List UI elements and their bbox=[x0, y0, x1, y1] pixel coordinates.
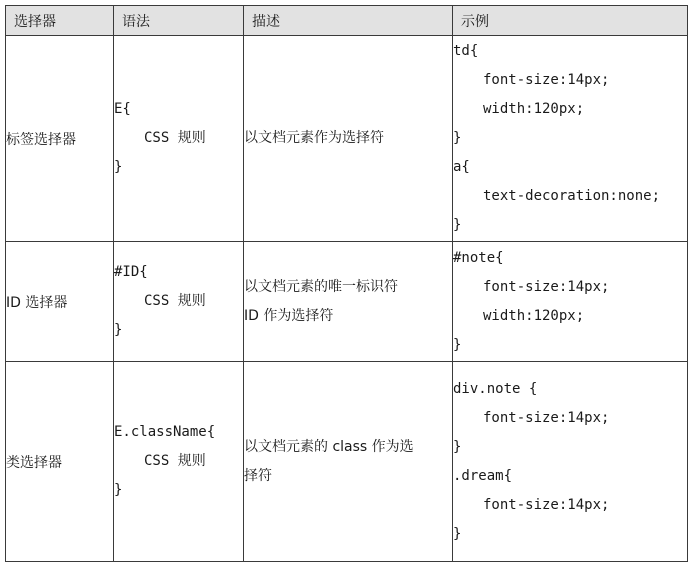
syntax-line: } bbox=[114, 159, 123, 175]
example-line: font-size:14px; bbox=[483, 72, 610, 88]
table-row bbox=[6, 36, 688, 242]
example-line: font-size:14px; bbox=[483, 409, 610, 426]
example-line: text-decoration:none; bbox=[483, 188, 661, 204]
syntax-line: #ID{ bbox=[114, 264, 148, 280]
example-line: #note{ bbox=[453, 249, 504, 266]
syntax-cell bbox=[114, 242, 244, 362]
description-cell bbox=[244, 36, 453, 242]
example-cell bbox=[453, 362, 688, 562]
description-cell bbox=[244, 242, 453, 362]
example-line: } bbox=[453, 525, 462, 542]
syntax-cell bbox=[114, 36, 244, 242]
example-line: } bbox=[453, 130, 462, 146]
syntax-line: E{ bbox=[114, 101, 131, 117]
header-example: 示例 bbox=[453, 6, 688, 36]
description-cell bbox=[244, 362, 453, 562]
header-selector: 选择器 bbox=[6, 6, 114, 36]
example-line: } bbox=[453, 336, 462, 353]
table-row bbox=[6, 242, 688, 362]
table-row bbox=[6, 362, 688, 562]
description-line: 择符 bbox=[244, 467, 272, 484]
header-row bbox=[6, 6, 688, 36]
example-line: div.note { bbox=[453, 380, 538, 397]
example-line: width:120px; bbox=[483, 101, 585, 117]
syntax-line: CSS 规则 bbox=[144, 130, 206, 146]
example-line: font-size:14px; bbox=[483, 496, 610, 513]
example-line: .dream{ bbox=[453, 467, 513, 484]
selector-table bbox=[5, 5, 688, 562]
example-line: a{ bbox=[453, 159, 470, 175]
description-line: 以文档元素作为选择符 bbox=[244, 130, 384, 146]
description-line: 以文档元素的唯一标识符 bbox=[244, 278, 398, 295]
example-line: width:120px; bbox=[483, 307, 585, 324]
description-line: 以文档元素的 class 作为选 bbox=[244, 438, 414, 455]
example-line: } bbox=[453, 438, 462, 455]
syntax-line: } bbox=[114, 482, 123, 498]
example-cell bbox=[453, 36, 688, 242]
example-line: td{ bbox=[453, 43, 479, 59]
example-line: } bbox=[453, 217, 462, 233]
syntax-line: CSS 规则 bbox=[144, 453, 206, 469]
description-line: ID 作为选择符 bbox=[244, 307, 334, 324]
syntax-line: E.className{ bbox=[114, 424, 216, 440]
selector-name: 类选择器 bbox=[6, 362, 114, 562]
header-syntax: 语法 bbox=[114, 6, 244, 36]
header-description: 描述 bbox=[244, 6, 453, 36]
syntax-line: CSS 规则 bbox=[144, 293, 206, 309]
example-cell bbox=[453, 242, 688, 362]
example-line: font-size:14px; bbox=[483, 278, 610, 295]
selector-name: ID 选择器 bbox=[6, 242, 114, 362]
selector-name: 标签选择器 bbox=[6, 36, 114, 242]
syntax-cell bbox=[114, 362, 244, 562]
syntax-line: } bbox=[114, 322, 123, 338]
